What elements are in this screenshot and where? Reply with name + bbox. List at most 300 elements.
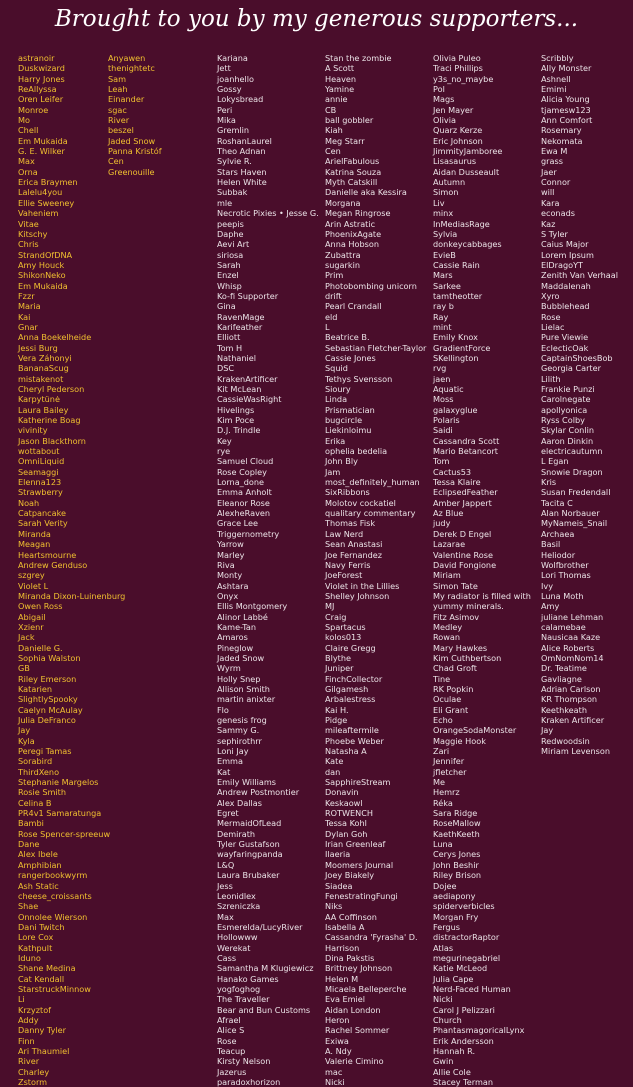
supporter-name: Olivia Puleo — [433, 53, 481, 63]
supporter-name: AlexheRaven — [217, 508, 271, 519]
supporter-name: The Traveller — [217, 994, 270, 1005]
supporter-name: Rosie Smith — [18, 787, 66, 798]
supporter-name: Greenouille — [108, 166, 155, 177]
supporter-name: Allison Smith — [217, 683, 270, 694]
supporter-name: Gossy — [217, 84, 242, 95]
supporter-name: StarstruckMinnow — [18, 983, 91, 994]
supporter-name: Scribbly — [541, 53, 574, 63]
supporter-name: Morgan Fry — [433, 911, 479, 922]
supporter-name: Meg Starr — [325, 135, 365, 146]
supporter-name: Addy — [18, 1014, 39, 1025]
supporter-name: Rose — [541, 311, 561, 322]
supporter-name: Heron — [325, 1014, 350, 1025]
supporter-name: BananaScug — [18, 363, 69, 374]
supporter-name: Yamine — [325, 84, 355, 95]
supporter-name: Ally Monster — [541, 63, 592, 74]
supporter-name: Lori Thomas — [541, 570, 591, 581]
supporter-name: Lazarae — [433, 539, 466, 550]
supporters-column-1 — [18, 53, 125, 1087]
supporter-name: Maddalenah — [541, 280, 591, 291]
supporter-name: Photobombing unicorn — [325, 280, 417, 291]
supporter-name: David Fongione — [433, 559, 497, 570]
supporter-name: Redwoodsin — [541, 735, 590, 746]
supporter-name: grass — [541, 156, 563, 167]
supporter-name: rye — [217, 446, 231, 457]
supporter-name: Isabella A — [325, 921, 365, 932]
supporter-name: Cassandra 'Fyrasha' D. — [325, 932, 418, 943]
supporter-name: Réka — [433, 797, 453, 808]
supporter-name: Xyro — [541, 290, 560, 301]
supporter-name: Alan Norbauer — [541, 508, 600, 519]
supporter-name: Cerys Jones — [433, 849, 481, 860]
supporter-name: wayfaringpanda — [217, 849, 283, 860]
supporter-name: Joey Biakely — [325, 870, 375, 881]
supporter-name: Simon Tate — [433, 580, 478, 591]
supporter-name: Stars Haven — [217, 166, 267, 177]
supporter-name: Emily Knox — [433, 332, 478, 343]
supporter-name: Cass — [217, 952, 237, 963]
supporter-name: Aaron Dinkin — [541, 435, 594, 446]
supporter-name: Kit McLean — [217, 384, 262, 394]
supporter-name: Keethkeath — [541, 704, 587, 715]
supporter-name: Iduno — [18, 952, 41, 963]
supporter-name: Samantha M Klugiewicz — [217, 963, 314, 974]
supporter-name: will — [541, 187, 555, 198]
supporter-name: Molotov cockatiel — [325, 497, 396, 508]
supporter-name: Meagan — [18, 539, 51, 550]
supporter-name: Moomers Journal — [325, 859, 394, 870]
supporter-name: Sebastian Fletcher-Taylor — [325, 342, 427, 353]
supporter-name: SlightlySpooky — [18, 694, 78, 705]
supporter-name: Max — [18, 156, 35, 167]
supporter-name: Tom — [433, 456, 450, 467]
supporter-name: Lorem Ipsum — [541, 249, 594, 260]
supporter-name: donkeycabbages — [433, 239, 502, 250]
supporter-name: Micaela Belleperche — [325, 983, 407, 994]
supporter-name: Em Mukaida — [18, 280, 68, 291]
supporter-name: Liekinloimu — [325, 425, 372, 436]
supporter-name: Dr. Teatime — [541, 663, 587, 674]
supporter-name: My radiator is filled with — [433, 590, 531, 601]
supporter-name: calamebae — [541, 621, 586, 632]
supporter-name: Kara — [541, 197, 560, 208]
supporter-name: Valerie Cimino — [325, 1056, 384, 1067]
supporter-name: GB — [18, 663, 30, 674]
supporter-name: Panna Kristóf — [108, 146, 162, 157]
supporter-name: Lielac — [541, 321, 565, 332]
supporter-name: Pineglow — [217, 642, 254, 653]
supporter-name: Teacup — [217, 1046, 246, 1056]
supporter-name: CassieWasRight — [217, 394, 282, 405]
supporter-name: Vaheniem — [18, 208, 59, 219]
supporter-name: Bambi — [18, 818, 44, 829]
supporter-name: Jam — [325, 466, 341, 477]
supporter-name: G. E. Wilker — [18, 146, 65, 157]
supporter-name: Ashnell — [541, 73, 571, 84]
supporter-name: Pol — [433, 84, 445, 95]
supporter-name: Valentine Rose — [433, 549, 493, 560]
supporter-name: L Egan — [541, 456, 569, 467]
supporter-name: Stan the zombie — [325, 53, 392, 63]
supporter-name: thenightetc — [108, 63, 155, 74]
supporter-name: Hemrz — [433, 787, 460, 798]
supporter-name: CaptainShoesBob — [541, 352, 613, 363]
supporter-name: Alex Dallas — [217, 797, 263, 808]
supporter-name: John Beshir — [433, 859, 479, 870]
supporter-name: OmniLiquid — [18, 456, 65, 467]
supporter-name: Moss — [433, 394, 454, 405]
supporter-name: Erika — [325, 435, 346, 446]
supporter-name: Charley — [18, 1066, 50, 1077]
supporter-name: Kate — [325, 756, 344, 767]
supporter-name: Polaris — [433, 415, 460, 426]
supporter-name: Strawberry — [18, 487, 63, 498]
supporter-name: Kai H. — [325, 704, 349, 715]
supporter-name: rangerbookwyrm — [18, 870, 88, 881]
supporter-name: Bubblehead — [541, 301, 590, 312]
supporter-name: Enzel — [217, 270, 239, 281]
supporter-name: Eli Grant — [433, 704, 469, 715]
supporter-name: Katarien — [18, 683, 53, 694]
supporter-name: sgac — [108, 104, 127, 115]
supporter-name: sephirothrr — [217, 735, 262, 746]
supporter-name: AA Coffinson — [325, 911, 377, 922]
supporter-name: Alinor Labbé — [217, 611, 268, 622]
supporter-name: Tyler Gustafson — [217, 839, 280, 850]
supporter-name: Pure Viewie — [541, 332, 589, 343]
supporter-name: ThirdXeno — [18, 766, 60, 777]
supporter-name: Cen — [108, 156, 124, 167]
supporter-name: Kraken Artificer — [541, 715, 605, 725]
supporter-name: Mo — [18, 115, 30, 126]
supporter-name: Jennifer — [433, 756, 465, 767]
supporter-name: Sara Ridge — [433, 808, 478, 819]
supporter-name: OmNomNom14 — [541, 652, 604, 663]
supporter-name: cheese_croissants — [18, 890, 92, 901]
supporter-name: Myth Catskill — [325, 177, 378, 188]
supporter-name: bugcircle — [325, 415, 363, 426]
supporter-name: ArielFabulous — [325, 156, 380, 167]
supporter-name: Mary Hawkes — [433, 642, 488, 653]
supporter-name: Shane Medina — [18, 963, 76, 974]
supporter-name: RavenMage — [217, 311, 265, 322]
supporter-name: Gilgamesh — [325, 683, 369, 694]
supporter-name: Jaded Snow — [108, 135, 156, 146]
supporter-name: Mags — [433, 94, 455, 105]
supporter-name: Seamaggi — [18, 466, 59, 477]
supporter-name: Ellie Sweeney — [18, 197, 75, 208]
supporters-column-3 — [217, 53, 319, 1087]
supporter-name: Susan Fredendall — [541, 487, 611, 498]
supporter-name: PhoenixAgate — [325, 228, 382, 239]
supporter-name: Carol J Pelizzari — [433, 1004, 495, 1015]
supporter-name: Archaea — [541, 528, 575, 539]
supporter-name: Brittney Johnson — [325, 963, 393, 974]
supporter-name: ophelia bedelia — [325, 446, 388, 457]
supporter-name: Oculae — [433, 694, 462, 705]
supporter-name: Gremlin — [217, 125, 250, 136]
supporter-name: megurinegabriel — [433, 952, 501, 963]
supporter-name: Snowie Dragon — [541, 466, 603, 477]
supporter-name: Helen M — [325, 973, 359, 984]
supporter-name: Heliodor — [541, 549, 576, 560]
supporter-name: Craig — [325, 611, 347, 622]
supporter-name: Jen Mayer — [433, 104, 474, 115]
supporter-name: Rose Copley — [217, 466, 267, 477]
supporter-name: ray b — [433, 301, 454, 312]
supporter-name: StrandOfDNA — [18, 249, 73, 260]
supporter-name: Sean Anastasi — [325, 539, 383, 550]
supporter-name: Ari Thaumiel — [18, 1046, 70, 1056]
supporter-name: Cassie Jones — [325, 352, 376, 363]
supporter-name: Megan Ringrose — [325, 208, 391, 219]
supporter-name: Shelley Johnson — [325, 590, 390, 601]
supporter-name: Alex Ibele — [18, 849, 58, 860]
supporter-name: MJ — [325, 601, 335, 612]
supporter-name: Zstorm — [18, 1077, 48, 1087]
supporter-name: Cassie Rain — [433, 259, 480, 270]
supporter-name: Prim — [325, 270, 344, 281]
supporter-name: Hanako Games — [217, 973, 279, 984]
supporter-name: Laura Bailey — [18, 404, 69, 415]
supporter-name: Noah — [18, 497, 40, 508]
supporter-name: Derek D Engel — [433, 528, 492, 539]
page-title: Brought to you by my generous supporters... — [54, 6, 579, 32]
supporter-name: A. Ndy — [325, 1046, 352, 1056]
supporter-name: Einander — [108, 94, 145, 105]
supporter-name: Orna — [18, 166, 38, 177]
supporter-name: galaxyglue — [433, 404, 478, 415]
supporter-name: Amber Jappert — [433, 497, 492, 508]
supporter-name: Lorna_done — [217, 477, 265, 488]
supporter-name: jfletcher — [433, 766, 467, 777]
supporter-name: Carolnegate — [541, 394, 591, 405]
supporter-name: Helen White — [217, 177, 267, 188]
supporter-name: Kame-Tan — [217, 621, 257, 632]
supporter-name: River — [108, 115, 130, 126]
supporter-name: Georgia Carter — [541, 363, 601, 374]
supporter-name: Sylvie R. — [217, 156, 252, 167]
supporter-name: Cheryl Pederson — [18, 384, 85, 394]
supporter-name: Loni Jay — [217, 746, 249, 757]
supporter-name: Jack — [18, 632, 35, 643]
supporter-name: Arin Astratic — [325, 218, 376, 229]
supporter-name: Kaz — [541, 218, 556, 229]
supporter-name: eld — [325, 311, 338, 322]
supporter-name: Miriam — [433, 570, 461, 581]
supporter-name: peepis — [217, 218, 244, 229]
supporter-name: Me — [433, 777, 446, 788]
supporter-name: Erica Braymen — [18, 177, 78, 188]
supporter-name: Egret — [217, 808, 239, 819]
supporter-name: Aquatic — [433, 384, 464, 394]
supporter-name: Ash Static — [18, 880, 59, 891]
supporter-name: Zenith Van Verhaal — [541, 270, 619, 281]
supporter-name: econads — [541, 208, 575, 219]
supporter-name: Tom H — [217, 342, 243, 353]
supporter-name: ROTWENCH — [325, 808, 374, 819]
supporter-name: Prismatician — [325, 404, 375, 415]
supporter-name: mac — [325, 1066, 343, 1077]
supporter-name: distractorRaptor — [433, 932, 500, 943]
supporter-name: CB — [325, 104, 337, 115]
supporter-name: A Scott — [325, 63, 355, 74]
supporter-name: Az Blue — [433, 508, 464, 519]
supporter-name: Monroe — [18, 104, 49, 115]
supporter-name: Jazerus — [217, 1066, 247, 1077]
supporter-name: Cassandra Scott — [433, 435, 500, 446]
supporter-name: electricautumn — [541, 446, 603, 457]
supporter-name: martin anixter — [217, 694, 276, 705]
supporter-name: joanhello — [217, 73, 254, 84]
supporter-name: Sophia Walston — [18, 652, 81, 663]
supporter-name: Lalelu4you — [18, 187, 63, 198]
supporter-name: Catpancake — [18, 508, 66, 519]
supporter-name: Danny Tyler — [18, 1025, 67, 1036]
supporter-name: Emily Williams — [217, 777, 276, 788]
supporter-name: Emma Anholt — [217, 487, 272, 498]
supporter-name: EvieB — [433, 249, 456, 260]
supporter-name: Olivia — [433, 115, 456, 126]
supporter-name: Wyrm — [217, 663, 241, 674]
supporter-name: KrakenArtificer — [217, 373, 278, 384]
supporter-name: Sarah — [217, 259, 241, 270]
supporter-name: judy — [433, 518, 451, 529]
supporter-name: Fitz Asimov — [433, 611, 480, 622]
supporter-name: Monty — [217, 570, 243, 581]
supporter-name: Eleanor Rose — [217, 497, 270, 508]
supporter-name: SKellington — [433, 352, 479, 363]
supporter-name: Connor — [541, 177, 571, 188]
supporter-name: Dane — [18, 839, 40, 850]
supporter-name: Yarrow — [217, 539, 244, 550]
supporter-name: kolos013 — [325, 632, 362, 643]
supporter-name: Amy Houck — [18, 259, 65, 270]
supporter-name: Caius Major — [541, 239, 589, 250]
supporter-name: Frankie Punzi — [541, 384, 595, 394]
supporter-name: Siadea — [325, 880, 353, 891]
supporter-name: mle — [217, 197, 233, 208]
supporter-name: Nerd-Faced Human — [433, 983, 511, 994]
supporter-name: yummy minerals. — [433, 601, 504, 612]
supporter-name: Pidge — [325, 715, 348, 725]
supporter-name: Julia DeFranco — [18, 715, 76, 725]
supporter-name: Dylan Goh — [325, 828, 368, 839]
supporter-name: Adrian Carlson — [541, 683, 601, 694]
supporter-name: Jett — [217, 63, 231, 74]
supporter-name: Finn — [18, 1035, 35, 1046]
supporter-name: Hivelings — [217, 404, 255, 415]
supporter-name: ball gobbler — [325, 115, 374, 126]
supporter-name: jaen — [433, 373, 451, 384]
supporter-name: Kim Cuthbertson — [433, 652, 502, 663]
supporter-name: Gavliagne — [541, 673, 582, 684]
supporter-name: Ray — [433, 311, 449, 322]
supporter-name: Samuel Cloud — [217, 456, 274, 467]
supporter-name: Squid — [325, 363, 348, 374]
supporter-name: Sylvia — [433, 228, 458, 239]
supporter-name: Riva — [217, 559, 235, 570]
supporter-name: Harry Jones — [18, 73, 65, 84]
supporter-name: Mars — [433, 270, 453, 281]
supporter-name: Eric Johnson — [433, 135, 483, 146]
supporter-name: Elliott — [217, 332, 241, 343]
supporter-name: Tethys Svensson — [325, 373, 393, 384]
supporter-name: Aevi Art — [217, 239, 250, 250]
supporter-name: Miranda Dixon-Luinenburg — [18, 590, 126, 601]
supporter-name: Luna Moth — [541, 590, 584, 601]
supporter-name: beszel — [108, 125, 134, 136]
supporter-name: Arbalestress — [325, 694, 376, 705]
supporter-name: RoshanLaurel — [217, 135, 272, 146]
supporter-name: GradientForce — [433, 342, 491, 353]
supporter-name: Rowan — [433, 632, 461, 643]
supporter-name: Navy Ferris — [325, 559, 371, 570]
supporter-name: juliane Lehman — [541, 611, 604, 622]
supporter-name: rvg — [433, 363, 447, 374]
supporter-name: PR4v1 Samaratunga — [18, 808, 102, 819]
supporter-name: Echo — [433, 715, 453, 725]
supporter-name: RK Popkin — [433, 683, 474, 694]
supporter-name: spiderverbicles — [433, 901, 495, 912]
supporter-name: Amphibian — [18, 859, 62, 870]
supporter-name: ReAllyssa — [18, 84, 57, 95]
supporter-name: Violet in the Lillies — [325, 580, 400, 591]
supporter-name: FenestratingFungi — [325, 890, 398, 901]
supporter-name: Necrotic Pixies • Jesse G. — [217, 208, 319, 219]
supporter-name: aediapony — [433, 890, 476, 901]
supporter-name: Tacita C — [541, 497, 573, 508]
supporter-name: Bear and Bun Customs — [217, 1004, 311, 1015]
supporter-name: Ellis Montgomery — [217, 601, 288, 612]
supporter-name: Gwin — [433, 1056, 454, 1067]
supporter-name: Grace Lee — [217, 518, 259, 529]
supporter-name: Violet L — [18, 580, 49, 591]
supporter-name: Miranda — [18, 528, 51, 539]
supporter-name: FinchCollector — [325, 673, 383, 684]
supporter-name: Joe Fernandez — [325, 549, 383, 560]
supporter-name: Nicki — [325, 1077, 345, 1087]
supporter-name: most_definitely_human — [325, 477, 420, 488]
supporter-name: Theo Adnan — [217, 146, 266, 157]
supporter-name: Tessa Klaire — [433, 477, 481, 488]
supporter-name: Nathaniel — [217, 352, 257, 363]
supporter-name: Church — [433, 1014, 462, 1025]
supporter-name: MermaidOfLead — [217, 818, 282, 829]
supporter-name: Kim Poce — [217, 415, 255, 426]
supporter-name: Kiah — [325, 125, 343, 136]
supporter-name: KR Thompson — [541, 694, 598, 705]
supporter-name: Amy — [541, 601, 560, 612]
supporter-name: InMediasRage — [433, 218, 490, 229]
supporter-name: Nicki — [433, 994, 453, 1005]
supporter-name: Jay — [18, 725, 31, 736]
supporter-name: Law Nerd — [325, 528, 364, 539]
supporter-name: Hollowww — [217, 932, 258, 943]
supporter-name: Zubattra — [325, 249, 361, 260]
supporter-name: Ewa M — [541, 146, 568, 157]
supporter-name: JimmityJamboree — [433, 146, 503, 157]
supporter-name: Lokysbread — [217, 94, 264, 105]
supporter-name: Tessa Kohl — [325, 818, 367, 829]
supporter-name: Kris — [541, 477, 557, 488]
supporter-name: sugarkin — [325, 259, 360, 270]
supporter-name: annie — [325, 94, 348, 105]
supporter-name: Alicia Young — [541, 94, 590, 105]
supporter-name: Katherine Boag — [18, 415, 81, 426]
supporter-name: Celina B — [18, 797, 52, 808]
supporter-name: JoeForest — [325, 570, 363, 581]
